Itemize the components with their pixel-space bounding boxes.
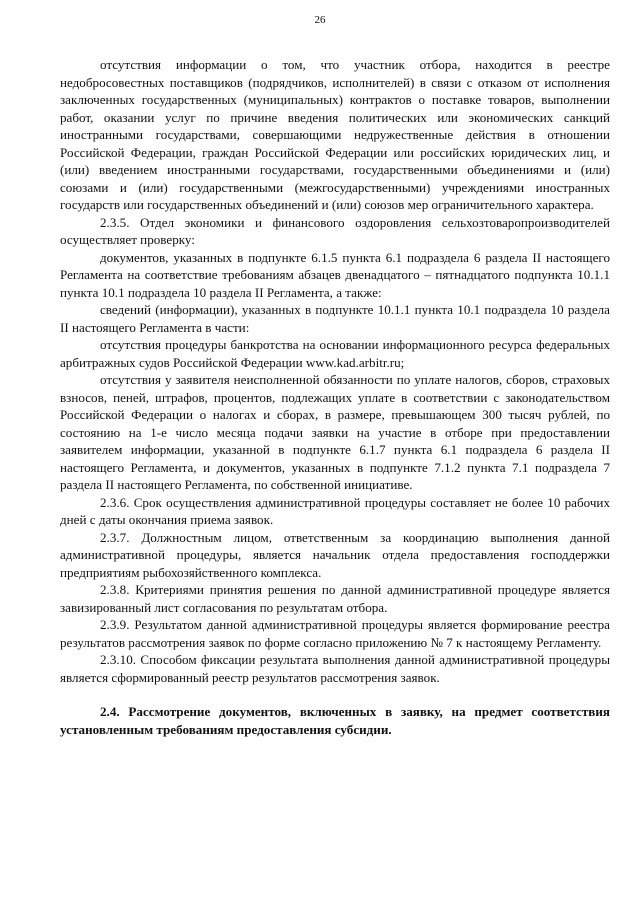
paragraph-bankruptcy: отсутствия процедуры банкротства на основании информационного ресурса федеральных арбитражных судов Российской Федерации www.kad.arbitr.ru;	[60, 337, 610, 370]
paragraph-2-3-7: 2.3.7. Должностным лицом, ответственным за координацию выполнения данной административной процедуры, является начальник отдела предоставления господдержки предприятиям рыбохозяйственного комплекса.	[60, 529, 610, 580]
paragraph-documents-check: документов, указанных в подпункте 6.1.5 пункта 6.1 подраздела 6 раздела II настоящего Регламента на соответствие требованиям абзацев двенадцатого – пятнадцатого подпункта 10.1.1 пункта 10.1 подраздела 10 раздела II Регламента, а также:	[60, 249, 610, 300]
paragraph-2-3-10: 2.3.10. Способом фиксации результата выполнения данной административной процедуры является сформированный реестр результатов рассмотрения заявок.	[60, 652, 610, 685]
paragraph-2-3-5: 2.3.5. Отдел экономики и финансового оздоровления сельхозтоваропроизводителей осуществляет проверку:	[60, 214, 610, 247]
paragraph-information-check: сведений (информации), указанных в подпункте 10.1.1 пункта 10.1 подраздела 10 раздела II настоящего Регламента в части:	[60, 302, 610, 335]
paragraph-2-3-8: 2.3.8. Критериями принятия решения по данной административной процедуре является завизированный лист согласования по результатам отбора.	[60, 582, 610, 615]
document-body	[60, 56, 610, 738]
paragraph-2-3-9: 2.3.9. Результатом данной административной процедуры является формирование реестра результатов рассмотрения заявок по форме согласно приложению № 7 к настоящему Регламенту.	[60, 617, 610, 650]
page-number: 26	[314, 14, 326, 26]
paragraph-2-3-6: 2.3.6. Срок осуществления административной процедуры составляет не более 10 рабочих дней с даты окончания приема заявок.	[60, 494, 610, 527]
section-heading-2-4: 2.4. Рассмотрение документов, включенных в заявку, на предмет соответствия установленным требованиям предоставления субсидии.	[60, 704, 610, 737]
paragraph-sanctions-registry: отсутствия информации о том, что участник отбора, находится в реестре недобросовестных поставщиков (подрядчиков, исполнителей) в связи с отказом от исполнения заключенных государственных (муниципальных) контрактов о поставке товаров, выполнении работ, оказании услуг по причине введения политических или экономических санкций иностранными государствами, совершающими недружественные действия в отношении Российской Федерации, граждан Российской Федерации или российских юридических лиц, и (или) введением иностранными государствами, государственными объединениями и (или) союзами и (или) государственными (межгосударственными) учреждениями иностранных государств или государственных объединений и (или) союзов мер ограничительного характера.	[60, 57, 610, 212]
paragraph-tax-debt: отсутствия у заявителя неисполненной обязанности по уплате налогов, сборов, страховых взносов, пеней, штрафов, процентов, подлежащих уплате в соответствии с законодательством Российской Федерации о налогах и сборах, в размере, превышающем 300 тысяч рублей, по состоянию на 1-е число месяца подачи заявки на участие в отборе при предоставлении заявителем информации, указанной в подпункте 6.1.7 пункта 6.1 подраздела 6 раздела II настоящего Регламента, и документов, указанных в подпункте 7.1.2 пункта 7.1 подраздела 7 раздела II настоящего Регламента, по собственной инициативе.	[60, 372, 610, 492]
